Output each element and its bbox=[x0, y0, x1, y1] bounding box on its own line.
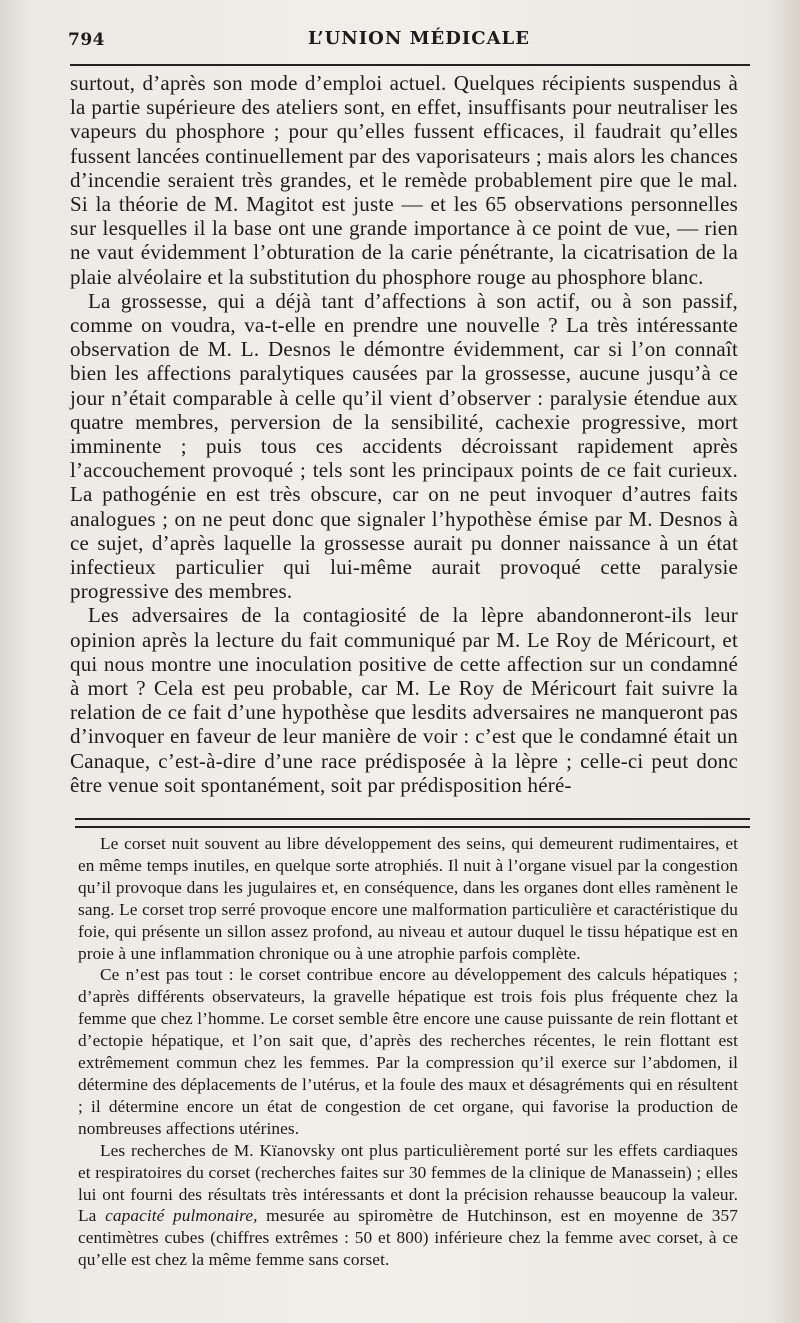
paragraph-phosphore: surtout, d’après son mode d’emploi actuel. Quelques récipients suspendus à la partie supérieure des ateliers sont, en effet, insuffisants pour neutraliser les vapeurs du phosphore ; pour qu’elles fussent efficaces, il faudrait qu’elles fussent lancées continuellement par des vaporisateurs ; mais alors les chances d’incendie seraient très grandes, et le remède probablement pire que le mal. Si la théorie de M. Magitot est juste — et les 65 observations personnelles sur lesquelles il la base ont une grande importance à ce point de vue, — rien ne vaut évidemment l’obturation de la carie pénétrante, la cicatrisation de la plaie alvéolaire et la substitution du phosphore rouge au phosphore blanc. bbox=[70, 71, 738, 289]
paragraph-lepre: Les adversaires de la contagiosité de la lèpre abandonneront-ils leur opinion après la lecture du fait communiqué par M. Le Roy de Méricourt, et qui nous montre une inoculation positive de cette affection sur un condamné à mort ? Cela est peu probable, car M. Le Roy de Méricourt fait suivre la relation de ce fait d’une hypothèse que lesdits adversaires ne manqueront pas d’invoquer en faveur de leur manière de voir : c’est que le condamné était un Canaque, c’est-à-dire d’une race prédisposée à la lèpre ; celle-ci peut donc être venue soit spontanément, soit par prédisposition héré- bbox=[70, 603, 738, 797]
note-corset-paragraph-3 bbox=[78, 1140, 738, 1271]
note-corset-paragraph-2: Ce n’est pas tout : le corset contribue encore au développement des calculs hépatiques ; d’après différents observateurs, la gravelle hépatique est trois fois plus fréquente chez la femme que chez l’homme. Le corset semble être encore une cause puissante de rein flottant et d’ectopie hépatique, et l’on sait que, d’après des recherches récentes, le rein flottant est extrêmement commun chez les femmes. Par la compression qu’il exerce sur l’abdomen, il détermine des déplacements de l’utérus, et la foule des maux et désagréments qui en résultent ; il détermine encore un état de congestion de cet organe, qui favorise la production de nombreuses affections utérines. bbox=[78, 965, 738, 1138]
header-rule bbox=[70, 64, 750, 66]
note-3-text-start: Les recherches de M. Kïanovsky ont plus particulièrement porté sur les effets cardiaques et respiratoires du corset (recherches faites sur 30 femmes de la clinique de Manassein) ; elles lui ont fourni des résultats très intéressants et dont la précision rehausse beaucoup la valeur. La bbox=[78, 1140, 738, 1226]
footnote-text bbox=[78, 833, 738, 1271]
note-3-text-end: mesurée au spiromètre de Hutchinson, est en moyenne de 357 centimètres cubes (chiffres extrêmes : 50 et 800) inférieure chez la femme avec corset, à ce qu’elle est chez la même femme sans corset. bbox=[78, 1206, 738, 1270]
running-title: L’UNION MÉDICALE bbox=[308, 28, 530, 49]
note-corset-paragraph-1: Le corset nuit souvent au libre développement des seins, qui demeurent rudimentaires, et en même temps inutiles, en quelque sorte atrophiés. Il nuit à l’organe visuel par la congestion qu’il provoque dans les jugulaires et, en conséquence, dans les organes dont elles ramènent le sang. Le corset trop serré provoque encore une malformation particulière et caractéristique du foie, qui présente un sillon assez profond, au niveau et autour duquel le tissu hépatique est en proie à une inflammation chronique ou à une atrophie parfois complète. bbox=[78, 834, 738, 963]
note-3-italic-term: capacité pulmonaire, bbox=[105, 1206, 258, 1226]
page-header bbox=[68, 28, 738, 58]
footnote-separator bbox=[75, 818, 750, 828]
paragraph-grossesse: La grossesse, qui a déjà tant d’affections à son actif, ou à son passif, comme on voudra, va-t-elle en prendre une nouvelle ? La très intéressante observation de M. L. Desnos le démontre évidemment, car si l’on connaît bien les affections paralytiques causées par la grossesse, aucune jusqu’à ce jour n’était comparable à celle qu’il vient d’observer : paralysie étendue aux quatre membres, perversion de la sensibilité, cachexie progressive, mort imminente ; puis tous ces accidents décroissant rapidement après l’accouchement provoqué ; tels sont les principaux points de ce fait curieux. La pathogénie en est très obscure, car on ne peut invoquer d’autres faits analogues ; on ne peut donc que signaler l’hypothèse émise par M. Desnos à ce sujet, d’après laquelle la grossesse aurait pu donner naissance à un état infectieux particulier qui lui-même aurait provoqué cette paralysie progressive des membres. bbox=[70, 288, 738, 604]
main-text bbox=[70, 71, 738, 797]
page-number: 794 bbox=[68, 30, 105, 50]
